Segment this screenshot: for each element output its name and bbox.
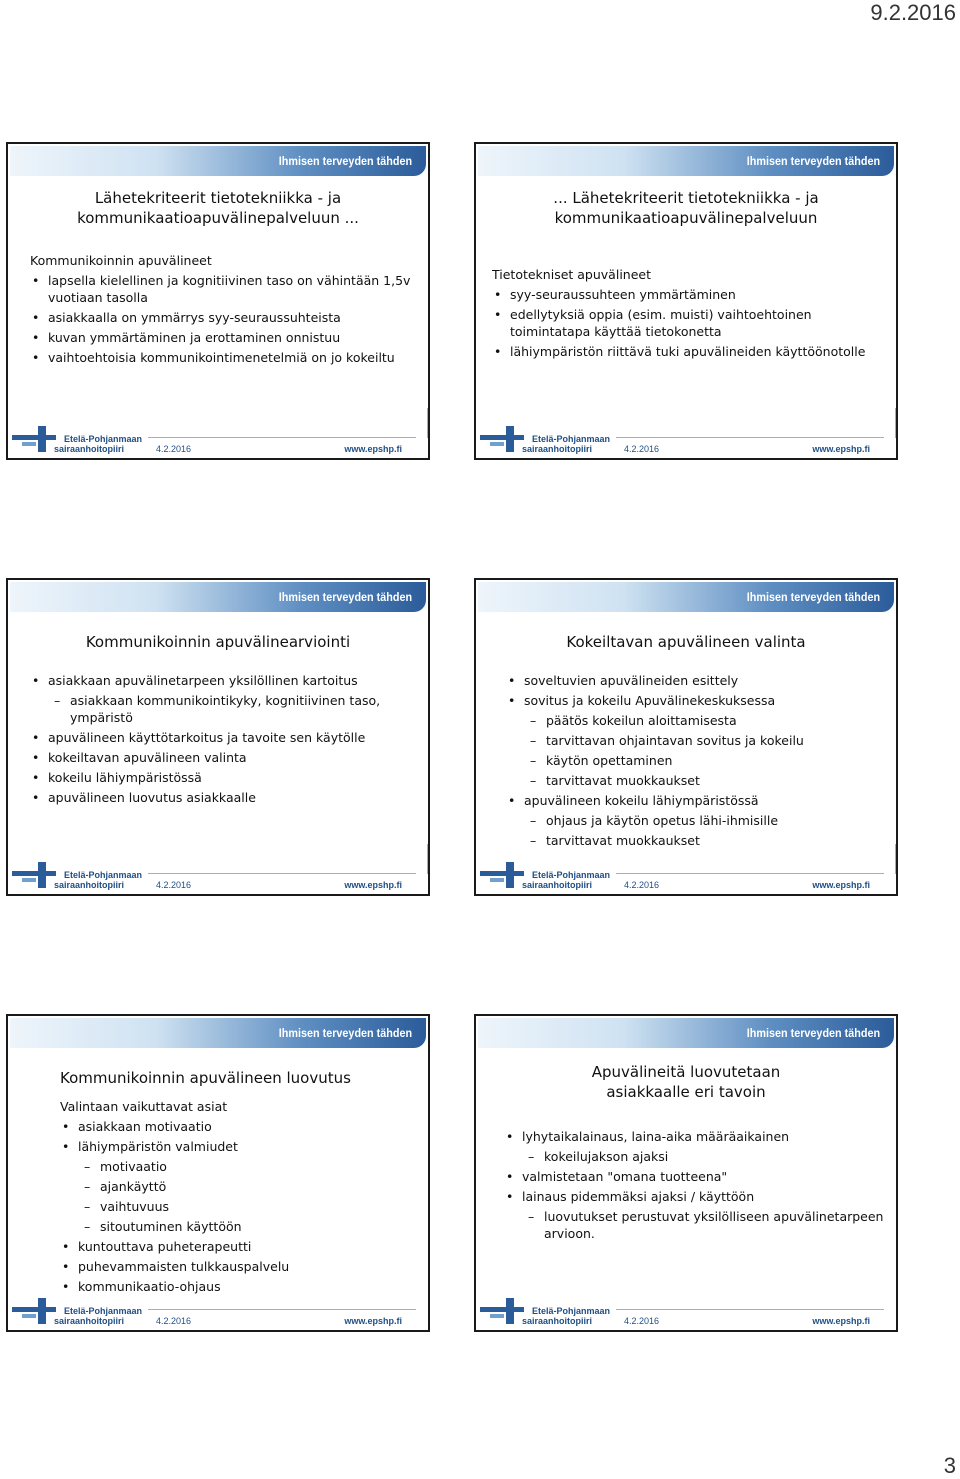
footer-divider xyxy=(427,844,428,874)
footer-line xyxy=(616,873,884,874)
slide-banner xyxy=(478,582,894,612)
bullet-item: • asiakkaan apuvälinetarpeen yksilöllinen kartoitus xyxy=(30,672,416,689)
footer-date: 4.2.2016 xyxy=(624,880,660,890)
sub-bullet-item: – sitoutuminen käyttöön xyxy=(64,1218,416,1235)
footer-date: 4.2.2016 xyxy=(624,1316,660,1326)
logo-text: Etelä-Pohjanmaan xyxy=(64,434,143,444)
slide-tagline: Ihmisen terveyden tähden xyxy=(746,590,880,604)
sub-bullet-item: – kokeilujakson ajaksi xyxy=(508,1148,884,1165)
sub-bullet-item: – päätös kokeilun aloittamisesta xyxy=(510,712,884,729)
bullet-item: • kokeiltavan apuvälineen valinta xyxy=(30,749,416,766)
footer-line xyxy=(616,437,884,438)
slide-6 xyxy=(474,1014,898,1332)
slide-5 xyxy=(6,1014,430,1332)
footer-url[interactable]: www.epshp.fi xyxy=(344,880,402,890)
bullet-item: • apuvälineen kokeilu lähiympäristössä xyxy=(506,792,884,809)
page-date: 9.2.2016 xyxy=(870,0,956,25)
logo-text: Etelä-Pohjanmaan xyxy=(64,870,143,880)
slide-tagline: Ihmisen terveyden tähden xyxy=(278,1026,412,1040)
footer-line xyxy=(148,437,416,438)
page-number: 3 xyxy=(943,1453,956,1478)
bullet-item: • apuvälineen luovutus asiakkaalle xyxy=(30,789,416,806)
sub-bullet-item: – tarvittavat muokkaukset xyxy=(510,772,884,789)
slide-title: Kommunikoinnin apuvälinearviointi xyxy=(85,633,351,651)
footer-date: 4.2.2016 xyxy=(624,444,660,454)
bullet-list xyxy=(60,1118,416,1295)
footer-url[interactable]: www.epshp.fi xyxy=(812,444,870,454)
logo-text: sairaanhoitopiiri xyxy=(522,1316,593,1326)
content-lead: Kommunikoinnin apuvälineet xyxy=(30,253,212,268)
slide-title: ... Lähetekriteerit tietotekniikka - ja kommunikaatioapuvälinepalveluun xyxy=(553,189,819,227)
slide-title: Kommunikoinnin apuvälineen luovutus xyxy=(60,1069,351,1087)
bullet-item: • valmistetaan "omana tuotteena" xyxy=(504,1168,884,1185)
logo-text: sairaanhoitopiiri xyxy=(522,880,593,890)
footer-line xyxy=(616,1309,884,1310)
bullet-item: • syy-seuraussuhteen ymmärtäminen xyxy=(492,286,884,303)
bullet-item: • kommunikaatio-ohjaus xyxy=(60,1278,416,1295)
footer-divider xyxy=(895,408,896,438)
slide-content xyxy=(30,672,416,809)
bullet-item: • edellytyksiä oppia (esim. muisti) vaihtoehtoinen toimintatapa käyttää tietokonetta xyxy=(492,306,884,340)
bullet-item: • lähiympäristön valmiudet xyxy=(60,1138,416,1155)
footer-date: 4.2.2016 xyxy=(156,1316,192,1326)
bullet-item: • lainaus pidemmäksi ajaksi / käyttöön xyxy=(504,1188,884,1205)
slide-title: Apuvälineitä luovutetaan asiakkaalle eri tavoin xyxy=(591,1063,781,1101)
slide-3 xyxy=(6,578,430,896)
bullet-list xyxy=(30,272,416,366)
slide-content xyxy=(492,266,884,363)
bullet-item: • kuntouttava puheterapeutti xyxy=(60,1238,416,1255)
bullet-item: • vaihtoehtoisia kommunikointimenetelmiä on jo kokeiltu xyxy=(30,349,416,366)
slide-content xyxy=(506,672,884,852)
footer-line xyxy=(148,1309,416,1310)
content-lead: Tietotekniset apuvälineet xyxy=(492,267,651,282)
bullet-item: • kokeilu lähiympäristössä xyxy=(30,769,416,786)
slide-title: Lähetekriteerit tietotekniikka - ja kommunikaatioapuvälinepalveluun ... xyxy=(77,189,359,227)
logo-text: Etelä-Pohjanmaan xyxy=(532,870,611,880)
footer-url[interactable]: www.epshp.fi xyxy=(812,880,870,890)
logo-text: Etelä-Pohjanmaan xyxy=(64,1306,143,1316)
sub-bullet-item: – vaihtuvuus xyxy=(64,1198,416,1215)
logo-text: sairaanhoitopiiri xyxy=(54,1316,125,1326)
bullet-list xyxy=(506,672,884,849)
sub-bullet-item: – motivaatio xyxy=(64,1158,416,1175)
bullet-item: • soveltuvien apuvälineiden esittely xyxy=(506,672,884,689)
slide-banner xyxy=(10,1018,426,1048)
slide-title: Kokeiltavan apuvälineen valinta xyxy=(566,633,806,651)
sub-bullet-item: – käytön opettaminen xyxy=(510,752,884,769)
footer-divider xyxy=(427,408,428,438)
logo-text: Etelä-Pohjanmaan xyxy=(532,1306,611,1316)
slide-banner xyxy=(478,1018,894,1048)
bullet-item: • apuvälineen käyttötarkoitus ja tavoite sen käytölle xyxy=(30,729,416,746)
bullet-list xyxy=(492,286,884,360)
slide-content xyxy=(30,252,416,369)
bullet-item: • lapsella kielellinen ja kognitiivinen taso on vähintään 1,5v vuotiaan tasolla xyxy=(30,272,416,306)
logo-text: sairaanhoitopiiri xyxy=(54,444,125,454)
bullet-item: • kuvan ymmärtäminen ja erottaminen onnistuu xyxy=(30,329,416,346)
slide-content xyxy=(504,1128,884,1245)
slide-2 xyxy=(474,142,898,460)
sub-bullet-item: – ajankäyttö xyxy=(64,1178,416,1195)
slide-tagline: Ihmisen terveyden tähden xyxy=(278,590,412,604)
slide-4 xyxy=(474,578,898,896)
sub-bullet-item: – luovutukset perustuvat yksilölliseen apuvälinetarpeen arvioon. xyxy=(508,1208,884,1242)
sub-bullet-item: – asiakkaan kommunikointikyky, kognitiivinen taso, ympäristö xyxy=(34,692,416,726)
footer-url[interactable]: www.epshp.fi xyxy=(344,1316,402,1326)
bullet-item: • asiakkaan motivaatio xyxy=(60,1118,416,1135)
sub-bullet-item: – tarvittavat muokkaukset xyxy=(510,832,884,849)
footer-line xyxy=(148,873,416,874)
bullet-item: • lyhytaikalainaus, laina-aika määräaikainen xyxy=(504,1128,884,1145)
bullet-item: • sovitus ja kokeilu Apuvälinekeskuksessa xyxy=(506,692,884,709)
bullet-item: • puhevammaisten tulkkauspalvelu xyxy=(60,1258,416,1275)
sub-bullet-item: – ohjaus ja käytön opetus lähi-ihmisille xyxy=(510,812,884,829)
slide-tagline: Ihmisen terveyden tähden xyxy=(278,154,412,168)
logo-text: sairaanhoitopiiri xyxy=(522,444,593,454)
footer-url[interactable]: www.epshp.fi xyxy=(344,444,402,454)
logo-text: Etelä-Pohjanmaan xyxy=(532,434,611,444)
slide-banner xyxy=(10,582,426,612)
slide-banner xyxy=(10,146,426,176)
footer-date: 4.2.2016 xyxy=(156,880,192,890)
footer-url[interactable]: www.epshp.fi xyxy=(812,1316,870,1326)
bullet-list xyxy=(504,1128,884,1242)
logo-text: sairaanhoitopiiri xyxy=(54,880,125,890)
footer-date: 4.2.2016 xyxy=(156,444,192,454)
slide-banner xyxy=(478,146,894,176)
sub-bullet-item: – tarvittavan ohjaintavan sovitus ja kokeilu xyxy=(510,732,884,749)
slide-tagline: Ihmisen terveyden tähden xyxy=(746,154,880,168)
content-lead: Valintaan vaikuttavat asiat xyxy=(60,1099,228,1114)
bullet-list xyxy=(30,672,416,806)
slide-1 xyxy=(6,142,430,460)
bullet-item: • lähiympäristön riittävä tuki apuvälineiden käyttöönotolle xyxy=(492,343,884,360)
slide-tagline: Ihmisen terveyden tähden xyxy=(746,1026,880,1040)
bullet-item: • asiakkaalla on ymmärrys syy-seuraussuhteista xyxy=(30,309,416,326)
footer-divider xyxy=(895,844,896,874)
slide-content xyxy=(60,1098,416,1298)
